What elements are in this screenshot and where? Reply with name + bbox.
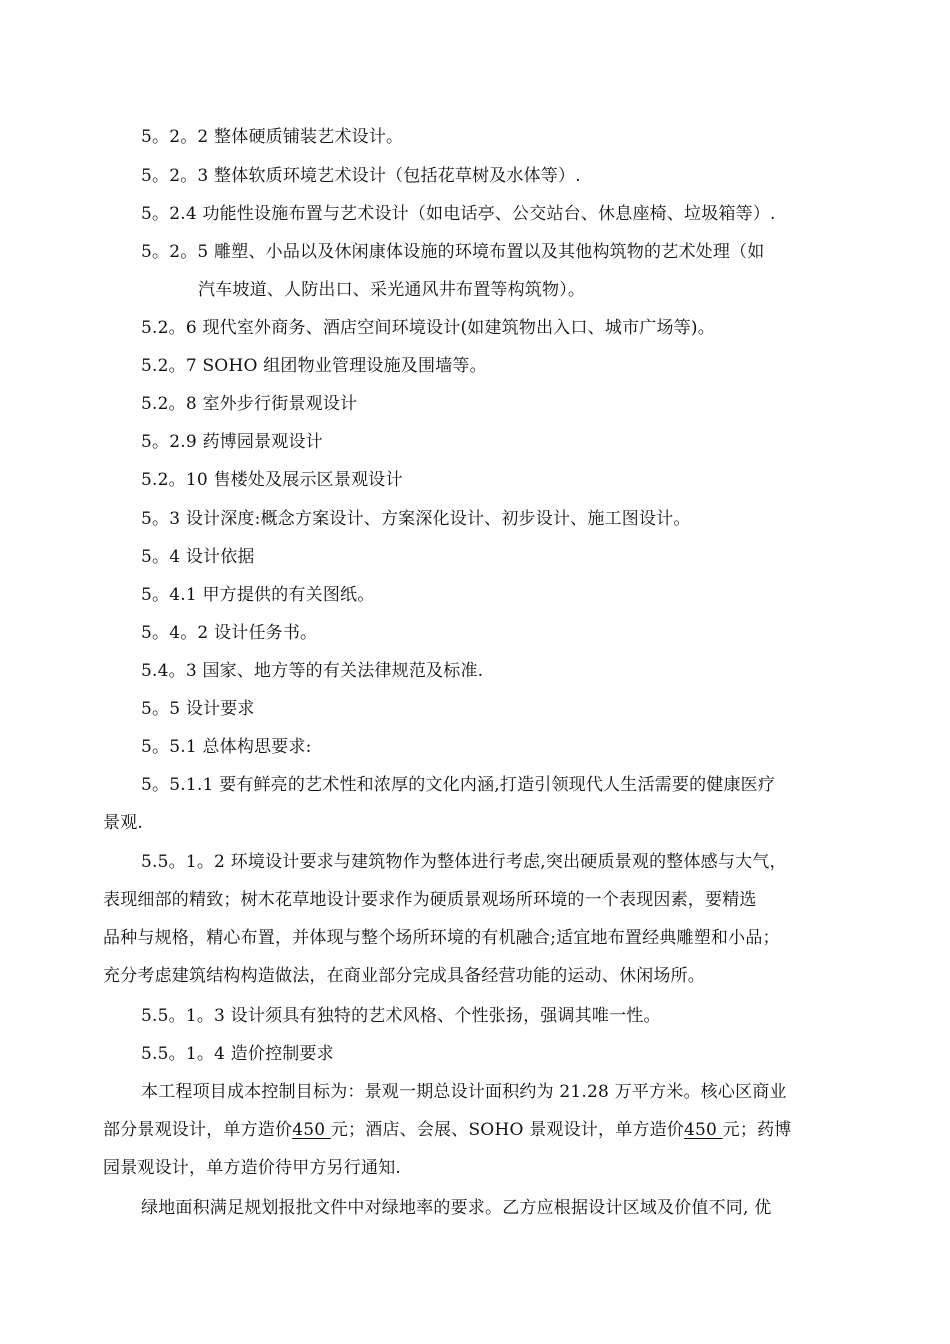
item-5-5-1-2: 5.5。1。2 环境设计要求与建筑物作为整体进行考虑,突出硬质景观的整体感与大气， [141, 852, 787, 872]
item-5-4-1: 5。4.1 甲方提供的有关图纸。 [141, 585, 375, 605]
item-5-2-5-continued: 汽车坡道、人防出口、采光通风井布置等构筑物）。 [198, 280, 586, 300]
item-5-2-4: 5。2.4 功能性设施布置与艺术设计（如电话亭、公交站台、休息座椅、垃圾箱等）. [141, 204, 776, 224]
item-5-2-6: 5.2。6 现代室外商务、酒店空间环境设计(如建筑物出入口、城市广场等)。 [141, 318, 715, 338]
item-5-5-1-1-continued: 景观. [103, 813, 144, 833]
item-5-2-10: 5.2。10 售楼处及展示区景观设计 [141, 470, 403, 490]
item-5-5-1-2-line-3: 品种与规格，精心布置，并体现与整个场所环境的有机融合;适宜地布置经典雕塑和小品； [103, 928, 780, 948]
item-5-5-1-2-line-2: 表现细部的精致；树木花草地设计要求作为硬质景观场所环境的一个表现因素，要精选 [103, 890, 757, 910]
cost-target-line-2 [103, 1120, 791, 1140]
item-5-2-9: 5。2.9 药博园景观设计 [141, 432, 323, 452]
cost-target-line-3: 园景观设计，单方造价待甲方另行通知. [103, 1158, 402, 1178]
cost-target-paragraph: 本工程项目成本控制目标为：景观一期总设计面积约为 21.28 万平方米。核心区商业 [141, 1082, 787, 1102]
unit-price-value-1: 450 [292, 1120, 331, 1140]
cost-target-text-3: 元；药博 [722, 1120, 792, 1140]
unit-price-value-2: 450 [684, 1120, 723, 1140]
item-5-2-5: 5。2。5 雕塑、小品以及休闲康体设施的环境布置以及其他构筑物的艺术处理（如 [141, 242, 765, 262]
item-5-4: 5。4 设计依据 [141, 547, 255, 567]
item-5-5-1: 5。5.1 总体构思要求: [141, 737, 312, 757]
item-5-2-3: 5。2。3 整体软质环境艺术设计（包括花草树及水体等）. [141, 166, 581, 186]
cost-target-text-1: 部分景观设计，单方造价 [103, 1120, 293, 1140]
item-5-5-1-4: 5.5。1。4 造价控制要求 [141, 1044, 334, 1064]
item-5-5-1-3: 5.5。1。3 设计须具有独特的艺术风格、个性张扬，强调其唯一性。 [141, 1006, 661, 1026]
green-area-paragraph: 绿地面积满足规划报批文件中对绿地率的要求。乙方应根据设计区域及价值不同, 优 [141, 1198, 772, 1218]
item-5-4-3: 5.4。3 国家、地方等的有关法律规范及标准. [141, 661, 484, 681]
item-5-5: 5。5 设计要求 [141, 699, 255, 719]
item-5-2-2: 5。2。2 整体硬质铺装艺术设计。 [141, 127, 404, 147]
item-5-4-2: 5。4。2 设计任务书。 [141, 623, 318, 643]
cost-target-text-2: 元；酒店、会展、SOHO 景观设计，单方造价 [330, 1120, 685, 1140]
item-5-3: 5。3 设计深度:概念方案设计、方案深化设计、初步设计、施工图设计。 [141, 509, 691, 529]
item-5-5-1-1: 5。5.1.1 要有鲜亮的艺术性和浓厚的文化内涵,打造引领现代人生活需要的健康医疗 [141, 775, 776, 795]
item-5-2-8: 5.2。8 室外步行街景观设计 [141, 394, 358, 414]
item-5-5-1-2-line-4: 充分考虑建筑结构构造做法，在商业部分完成具备经营功能的运动、休闲场所。 [103, 966, 705, 986]
item-5-2-7: 5.2。7 SOHO 组团物业管理设施及围墙等。 [141, 356, 487, 376]
